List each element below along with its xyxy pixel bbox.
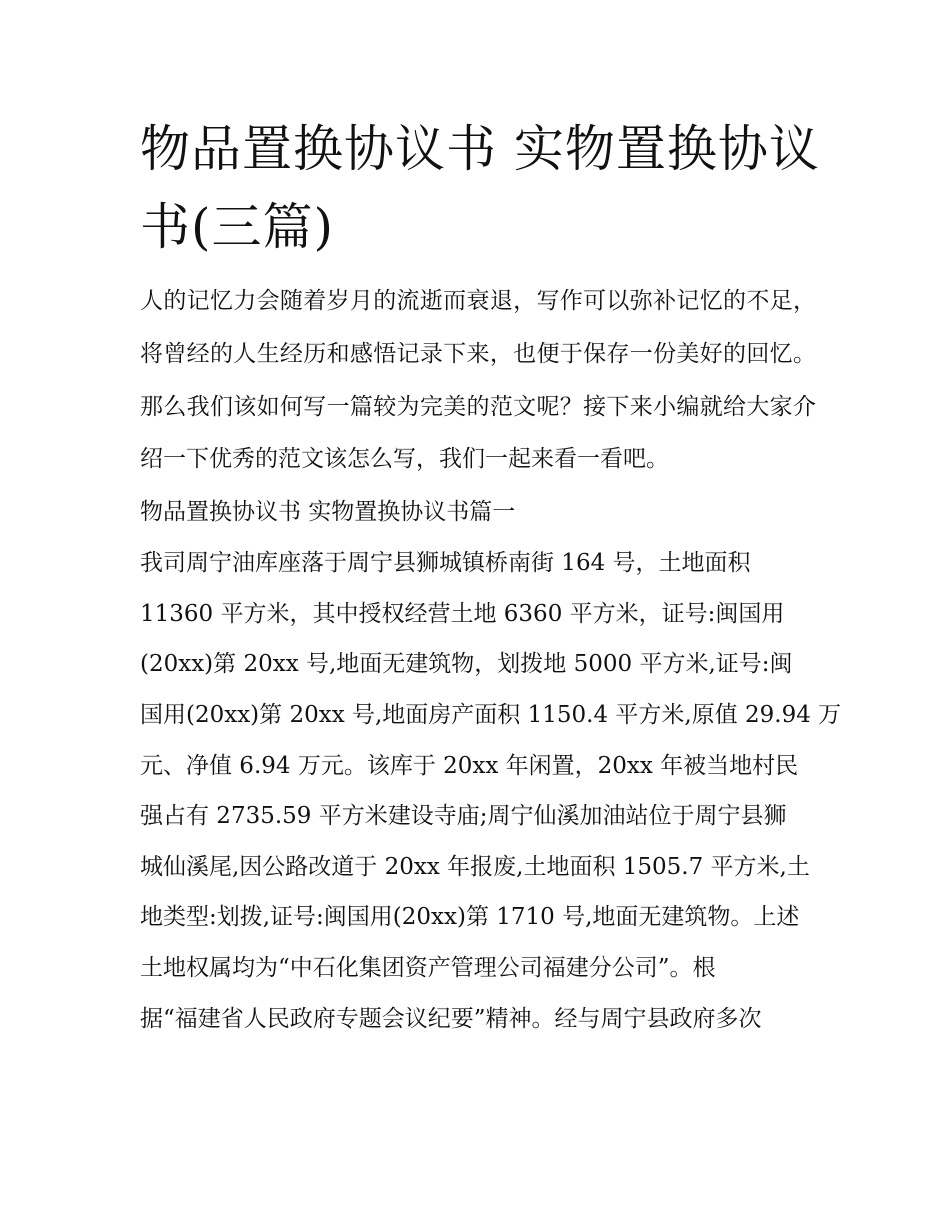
intro-paragraph: 人的记忆力会随着岁月的流逝而衰退，写作可以弥补记忆的不足，将曾经的人生经历和感悟记录下来，也便于保存一份美好的回忆。那么我们该如何写一篇较为完美的范文呢？接下来小编就给大家介绍一下优秀的范文该怎么写，我们一起来看一看吧。 xyxy=(140,288,816,473)
body-line: 元、净值 6.94 万元。该库于 20xx 年闲置，20xx 年被当地村民 xyxy=(140,752,799,779)
body-line: 我司周宁油库座落于周宁县狮城镇桥南街 164 号，土地面积 xyxy=(140,550,751,577)
document-body xyxy=(140,275,842,1044)
section-paragraph xyxy=(140,538,842,1044)
body-line: 国用(20xx)第 20xx 号,地面房产面积 1150.4 平方米,原值 29.94 万 xyxy=(140,701,842,728)
body-line: 据“福建省人民政府专题会议纪要”精神。经与周宁县政府多次 xyxy=(140,1005,762,1032)
body-line: 地类型:划拨,证号:闽国用(20xx)第 1710 号,地面无建筑物。上述 xyxy=(140,904,800,931)
document-title: 物品置换协议书 实物置换协议书(三篇) xyxy=(140,120,820,256)
body-line: 11360 平方米，其中授权经营土地 6360 平方米，证号:闽国用 xyxy=(140,600,785,627)
section-heading: 物品置换协议书 实物置换协议书篇一 xyxy=(140,499,516,526)
body-line: 强占有 2735.59 平方米建设寺庙;周宁仙溪加油站位于周宁县狮 xyxy=(140,803,787,830)
body-line: (20xx)第 20xx 号,地面无建筑物，划拨地 5000 平方米,证号:闽 xyxy=(140,651,793,678)
body-line: 城仙溪尾,因公路改道于 20xx 年报废,土地面积 1505.7 平方米,土 xyxy=(140,853,810,880)
body-line: 土地权属均为“中石化集团资产管理公司福建分公司”。根 xyxy=(140,954,716,981)
